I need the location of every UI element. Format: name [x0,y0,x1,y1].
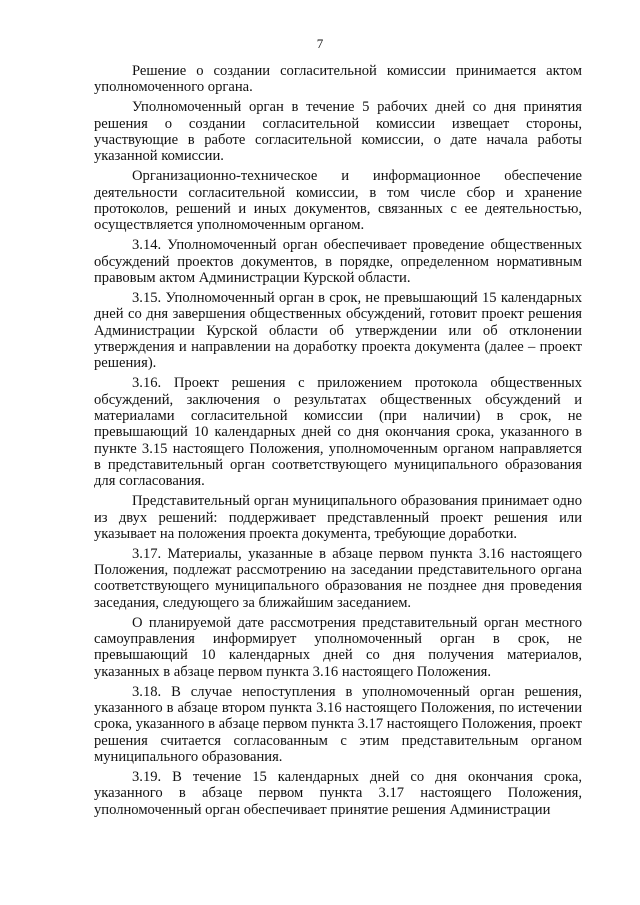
paragraph-notification: Уполномоченный орган в течение 5 рабочих дней со дня принятия решения о создании согласительной комиссии извещает стороны, участвующие в работе согласительной комиссии, о дате начала работы указанной комиссии. [94,99,582,165]
paragraph-3-14: 3.14. Уполномоченный орган обеспечивает проведение общественных обсуждений проектов документов, в порядке, определенном нормативным правовым актом Администрации Курской области. [94,237,582,286]
paragraph-planned-date: О планируемой дате рассмотрения представительный орган местного самоуправления информирует уполномоченный орган в срок, не превышающий 10 календарных дней со дня получения материалов, указанных в абзаце первом пункта 3.16 настоящего Положения. [94,614,582,680]
paragraph-3-19: 3.19. В течение 15 календарных дней со дня окончания срока, указанного в абзаце первом пункта 3.17 настоящего Положения, уполномоченный орган обеспечивает принятие решения Администрации [94,769,582,818]
paragraph-representative-decision: Представительный орган муниципального образования принимает одно из двух решений: поддерживает представленный проект решения или указывает на положения проекта документа, требующие доработки. [94,493,582,542]
document-body [94,63,582,822]
paragraph-organizational-support: Организационно-техническое и информационное обеспечение деятельности согласительной комиссии, в том числе сбор и хранение протоколов, решений и иных документов, связанных с ее деятельностью, осуществляется уполномоченным органом. [94,168,582,234]
paragraph-3-16: 3.16. Проект решения с приложением протокола общественных обсуждений, заключения о результатах общественных обсуждений и материалами согласительной комиссии (при наличии) в срок, не превышающий 10 календарных дней со дня окончания срока, указанного в пункте 3.15 настоящего Положения, уполномоченным органом направляется в представительный орган соответствующего муниципального образования для согласования. [94,375,582,490]
paragraph-commission-decision: Решение о создании согласительной комиссии принимается актом уполномоченного органа. [94,63,582,96]
paragraph-3-17: 3.17. Материалы, указанные в абзаце первом пункта 3.16 настоящего Положения, подлежат рассмотрению на заседании представительного органа соответствующего муниципального образования не позднее дня проведения заседания, следующего за ближайшим заседанием. [94,545,582,611]
paragraph-3-15: 3.15. Уполномоченный орган в срок, не превышающий 15 календарных дней со дня завершения общественных обсуждений, готовит проект решения Администрации Курской области об утверждении или об отклонении утверждения и направлении на доработку проекта документа (далее – проект решения). [94,290,582,372]
paragraph-3-18: 3.18. В случае непоступления в уполномоченный орган решения, указанного в абзаце втором пункта 3.16 настоящего Положения, по истечении срока, указанного в абзаце первом пункта 3.17 настоящего Положения, проект решения считается согласованным с этим представительным органом муниципального образования. [94,683,582,766]
page-number: 7 [316,36,324,51]
